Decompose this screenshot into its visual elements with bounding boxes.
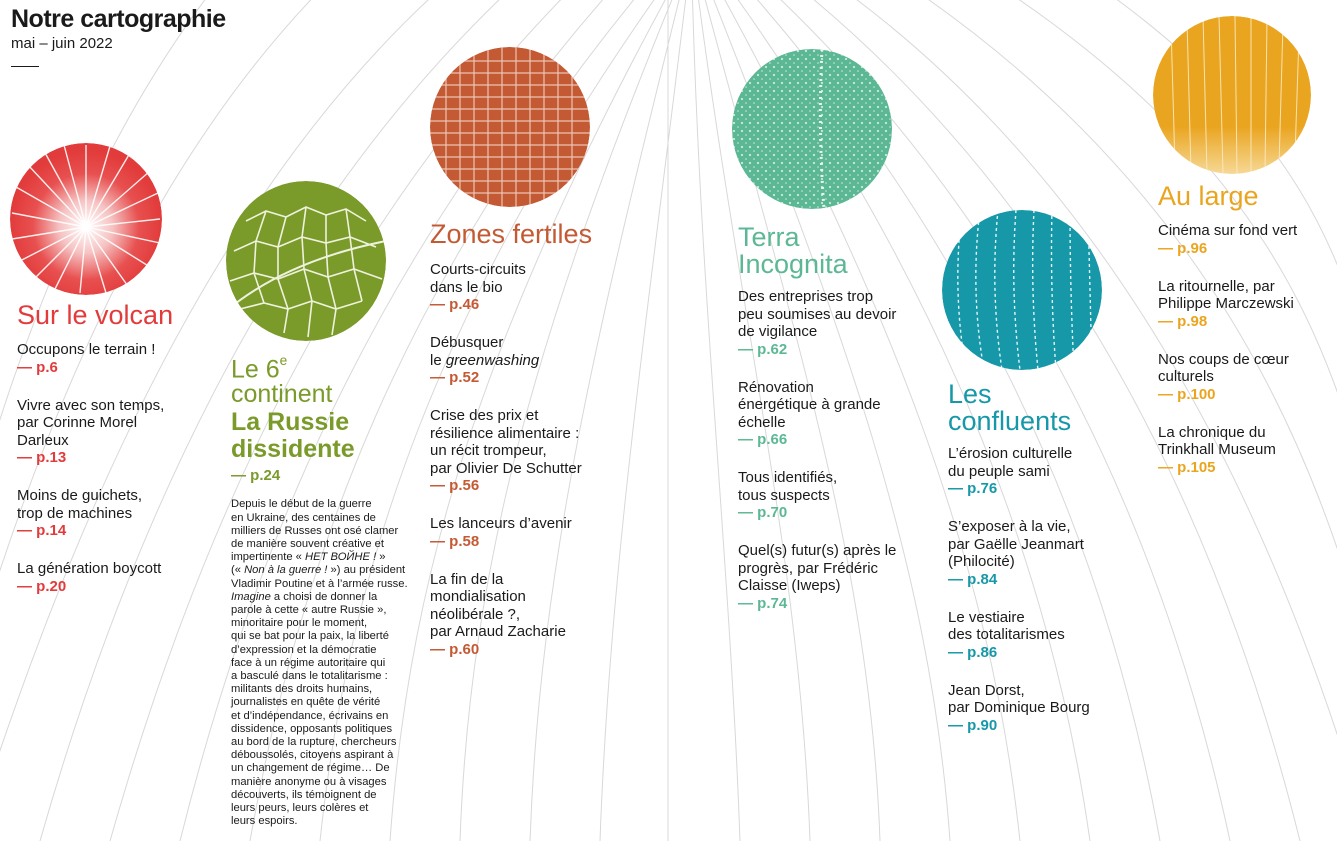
toc-entry[interactable]: Tous identifiés, tous suspects — p.70 <box>738 469 928 522</box>
page-ref: — p.20 <box>17 577 67 595</box>
toc-entry[interactable]: Courts-circuits dans le bio — p.46 <box>430 261 630 314</box>
planet-red-burst <box>10 143 162 295</box>
section-title: Zones fertiles <box>430 219 593 249</box>
page-ref: — p.86 <box>948 643 998 661</box>
section-title: Terra <box>738 222 800 252</box>
page-ref: — p.96 <box>1158 239 1208 257</box>
planet-teal-dots <box>732 49 892 209</box>
page-ref: — p.58 <box>430 532 480 550</box>
section-title-line2: Incognita <box>738 249 848 279</box>
page-ref: — p.52 <box>430 369 480 386</box>
section-zones-fertiles <box>430 221 630 659</box>
page-ref: — p.105 <box>1158 458 1216 476</box>
dossier-title: La Russie <box>231 408 350 437</box>
page-ref: — p.6 <box>17 358 58 376</box>
page-ref: — p.60 <box>430 640 480 658</box>
page-ref: — p.70 <box>738 504 788 521</box>
section-au-large <box>1158 183 1328 477</box>
planet-rust-grid <box>430 47 590 207</box>
toc-entry[interactable]: La ritournelle, par Philippe Marczewski — p.98 <box>1158 278 1328 331</box>
section-title: Au large <box>1158 181 1259 211</box>
toc-entry[interactable]: La génération boycott — p.20 <box>17 560 197 596</box>
section-les-confluents <box>948 381 1138 735</box>
section-title: Les <box>948 379 992 409</box>
section-terra-incognita <box>738 224 928 613</box>
page-ref: — p.84 <box>948 570 998 588</box>
page-ref: — p.74 <box>738 594 788 612</box>
toc-entry[interactable]: Les lanceurs d’avenir — p.58 <box>430 515 630 551</box>
toc-entry[interactable]: Crise des prix et résilience alimentaire : un récit trompeur, par Olivier De Schutter — p.56 <box>430 407 630 495</box>
toc-entry[interactable]: Jean Dorst, par Dominique Bourg — p.90 <box>948 682 1138 735</box>
page-ref: — p.14 <box>17 522 67 539</box>
page-ref: — p.98 <box>1158 312 1208 330</box>
planet-amber-lines <box>1153 16 1311 174</box>
toc-entry[interactable]: S’exposer à la vie, par Gaëlle Jeanmart (Philocité) — p.84 <box>948 518 1138 589</box>
toc-entry[interactable]: L’érosion culturelle du peuple sami — p.76 <box>948 445 1138 498</box>
planet-cyan-stripes <box>942 210 1102 370</box>
page-ref: — p.76 <box>948 480 998 497</box>
section-sur-le-volcan <box>17 302 197 596</box>
section-title-line2: continent <box>231 380 333 409</box>
page-ref[interactable]: — p.24 <box>231 467 281 485</box>
page-ref: — p.66 <box>738 431 788 448</box>
toc-entry[interactable]: Occupons le terrain ! — p.6 <box>17 341 197 377</box>
page-title: Notre cartographie <box>11 5 226 33</box>
page-ref: — p.62 <box>738 340 788 358</box>
dossier-intro: Depuis le début de la guerre en Ukraine, des centaines de milliers de Russes ont osé clamer de manière souvent créative et impertinente « НЕТ ВОЙНЕ ! » (« Non à la guerre ! ») au président Vladimir Poutine et à l’armée russe. Imagine a choisi de donner la parole à cette « autre Russie », minoritaire pour le moment, qui se bat pour la paix, la liberté d’expression et la démocratie face à un régime autoritaire qui a basculé dans le totalitarisme : militants des droits humains, journalistes en quête de vérité et d’indépendance, écrivains en dissidence, opposants politiques au bord de la rupture, chercheurs déboussolés, citoyens aspirant à un changement de régime… De manière anonyme ou à visages découverts, ils témoignent de leurs peurs, leurs colères et leurs espoirs. <box>231 498 408 828</box>
planet-olive-cells <box>226 181 386 341</box>
page-ref: — p.13 <box>17 449 67 466</box>
section-le-6e-continent <box>231 354 421 828</box>
toc-entry[interactable]: La chronique du Trinkhall Museum — p.105 <box>1158 424 1328 477</box>
toc-entry[interactable]: Quel(s) futur(s) après le progrès, par Frédéric Claisse (Iweps) — p.74 <box>738 542 928 613</box>
page-ref: — p.90 <box>948 716 998 734</box>
toc-entry[interactable]: Moins de guichets, trop de machines — p.14 <box>17 487 197 540</box>
toc-entry[interactable]: Cinéma sur fond vert — p.96 <box>1158 222 1328 258</box>
toc-entry[interactable]: Rénovation énergétique à grande échelle — p.66 <box>738 379 928 450</box>
dossier-title-line2: dissidente <box>231 435 355 464</box>
toc-entry[interactable]: Débusquer le greenwashing — p.52 <box>430 334 630 387</box>
toc-entry[interactable]: La fin de la mondialisation néolibérale ?, par Arnaud Zacharie — p.60 <box>430 571 630 659</box>
toc-entry[interactable]: Vivre avec son temps, par Corinne Morel Darleux — p.13 <box>17 397 197 468</box>
toc-entry[interactable]: Des entreprises trop peu soumises au devoir de vigilance — p.62 <box>738 288 928 359</box>
toc-entry[interactable]: Nos coups de cœur culturels — p.100 <box>1158 351 1328 404</box>
section-title: Le 6e <box>231 353 288 384</box>
page-ref: — p.46 <box>430 296 480 313</box>
toc-entry[interactable]: Le vestiaire des totalitarismes — p.86 <box>948 609 1138 662</box>
section-title: Sur le volcan <box>17 300 174 330</box>
section-title-line2: confluents <box>948 406 1072 436</box>
page-header <box>11 4 226 67</box>
issue-date: mai – juin 2022 <box>11 35 113 52</box>
header-rule <box>11 66 39 67</box>
page-ref: — p.100 <box>1158 385 1216 403</box>
page-ref: — p.56 <box>430 477 480 494</box>
